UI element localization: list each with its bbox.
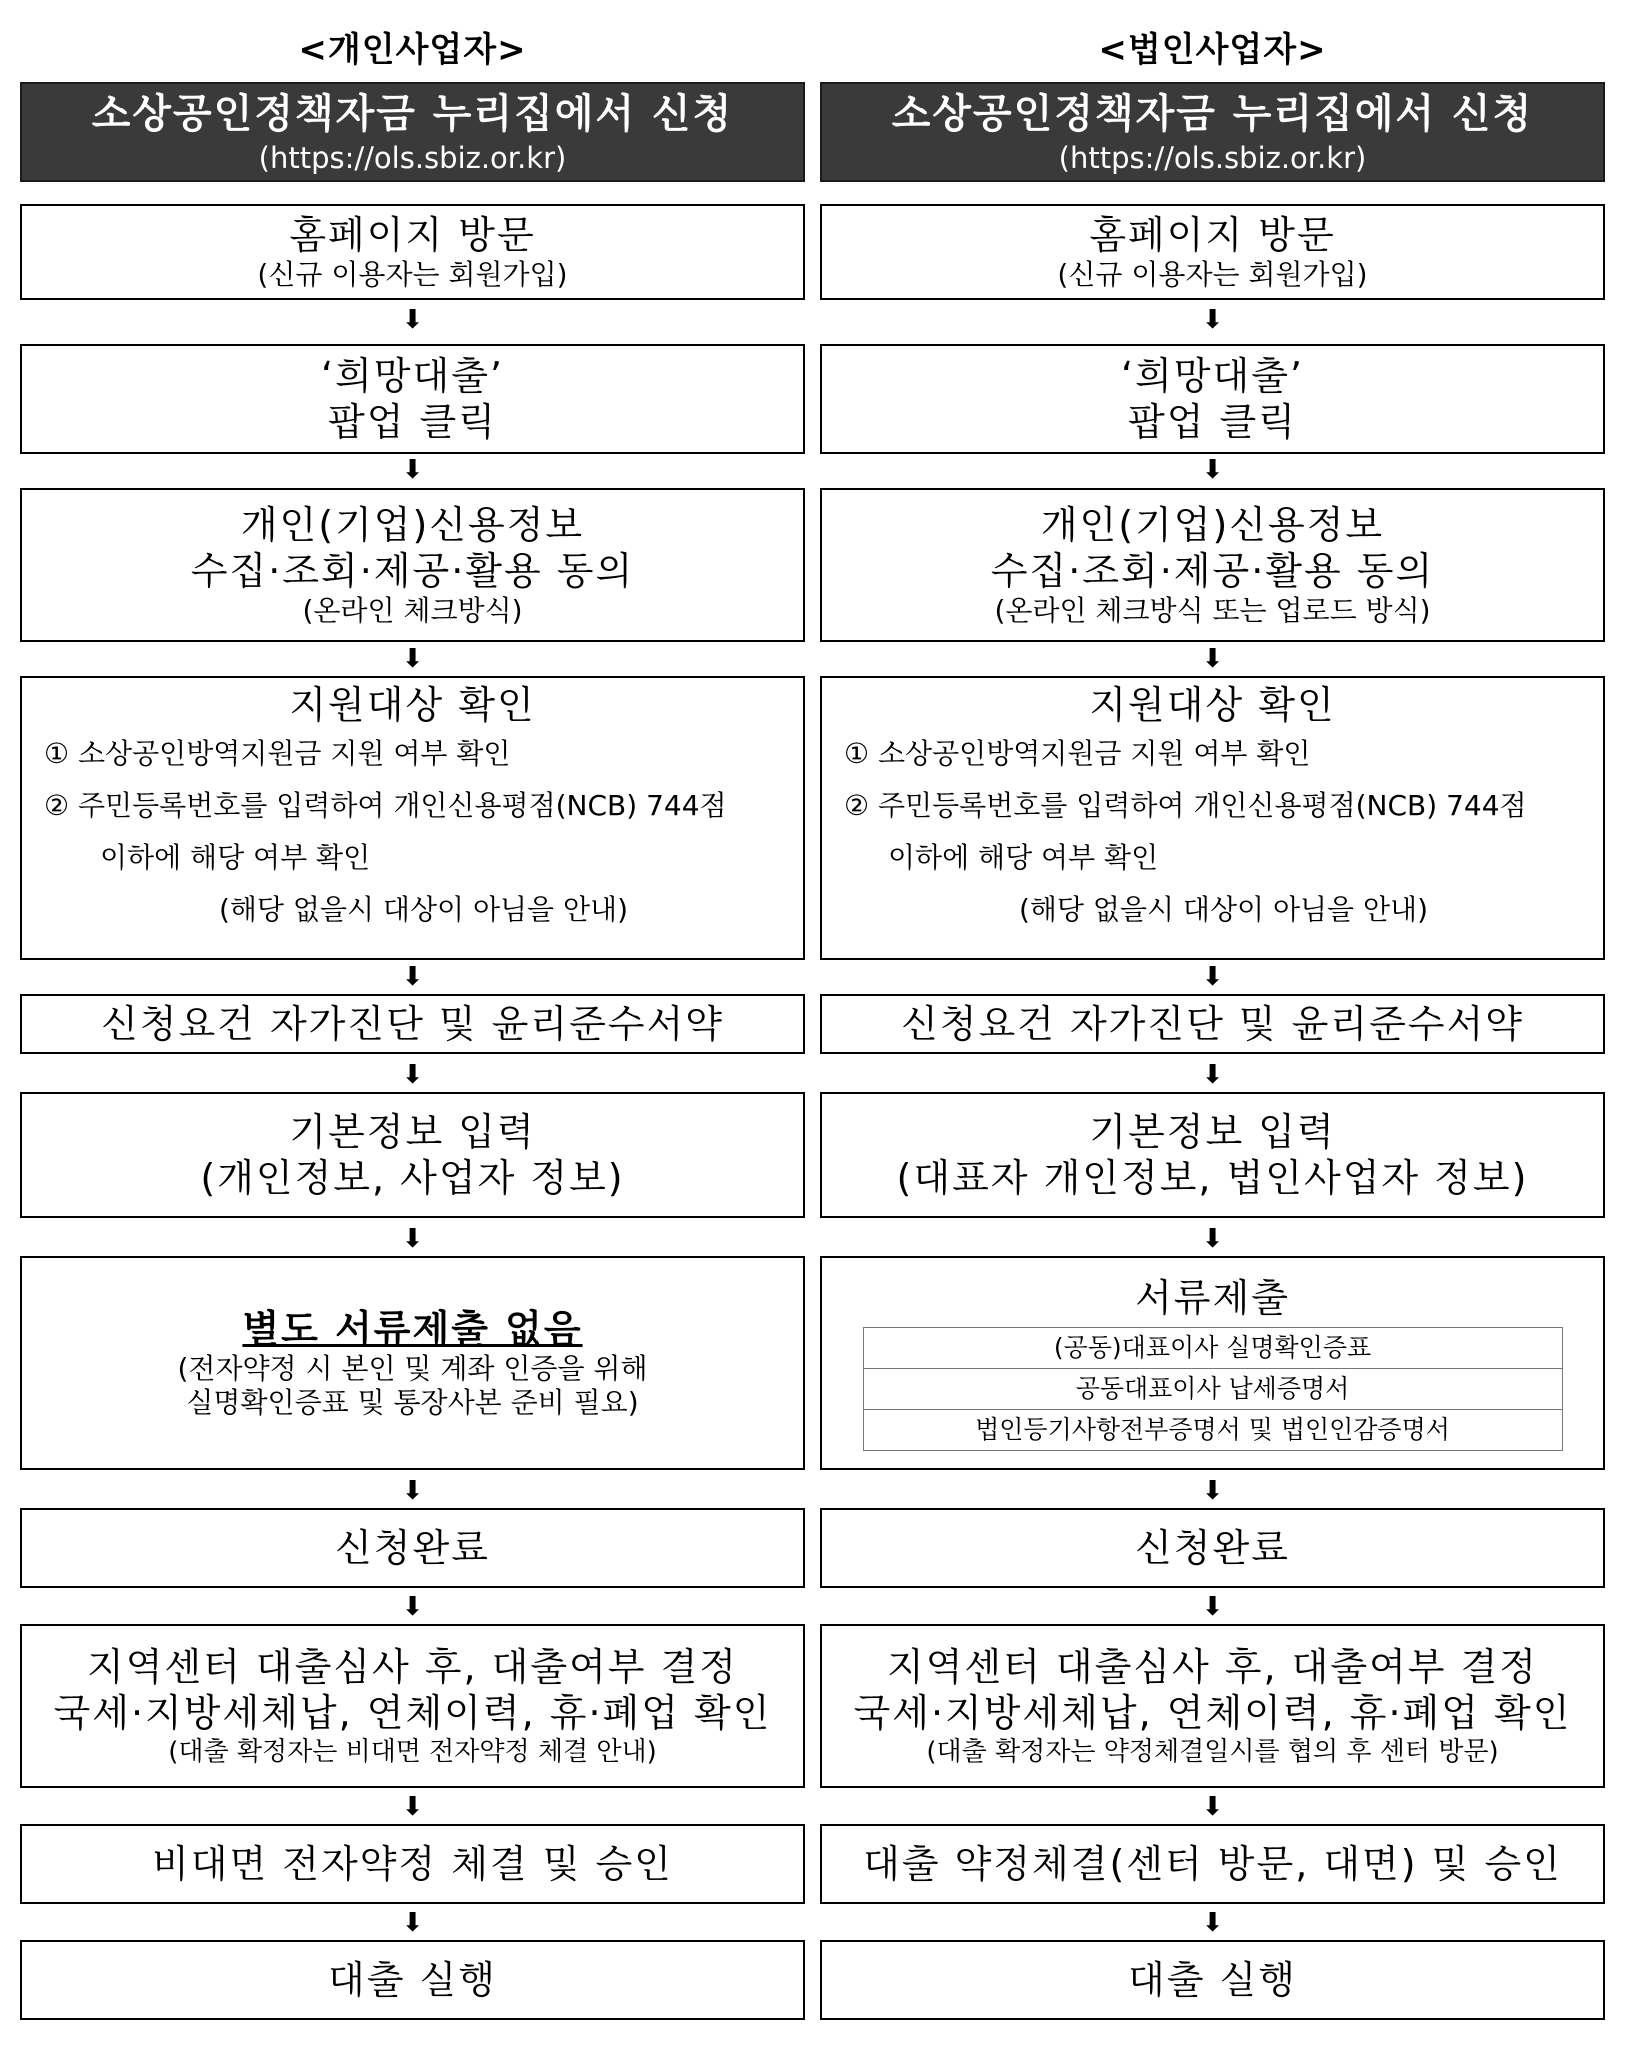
arrow-down-icon: ⬇ <box>401 1908 424 1938</box>
step-popup <box>820 344 1605 454</box>
arrow-down-icon: ⬇ <box>1201 1060 1224 1090</box>
step-documents <box>20 1256 805 1470</box>
step-documents-sub2: 실명확인증표 및 통장사본 준비 필요) <box>186 1386 639 1419</box>
step-review <box>20 1624 805 1788</box>
step-consent <box>20 488 805 642</box>
step-popup-line2: 팝업 클릭 <box>328 400 497 444</box>
step-complete <box>20 1508 805 1588</box>
step-basic-info <box>820 1092 1605 1218</box>
step-consent-line1: 개인(기업)신용정보 <box>240 503 585 547</box>
step-review-line1: 지역센터 대출심사 후, 대출여부 결정 <box>86 1645 739 1689</box>
step-visit <box>20 204 805 300</box>
step-review-sub: (대출 확정자는 비대면 전자약정 체결 안내) <box>168 1737 657 1767</box>
arrow-down-icon: ⬇ <box>401 644 424 674</box>
eligibility-list <box>22 728 803 936</box>
eligibility-item-2-cont: 이하에 해당 여부 확인 <box>100 841 371 874</box>
step-execute-label: 대출 실행 <box>328 1958 497 2002</box>
eligibility-item-2-cont: 이하에 해당 여부 확인 <box>888 841 1159 874</box>
step-review-line2: 국세·지방세체납, 연체이력, 휴·폐업 확인 <box>53 1691 772 1735</box>
step-eligibility-title: 지원대상 확인 <box>1089 683 1336 727</box>
step-consent-line1: 개인(기업)신용정보 <box>1040 503 1385 547</box>
step-contract-label: 대출 약정체결(센터 방문, 대면) 및 승인 <box>863 1842 1562 1886</box>
step-eligibility <box>820 676 1605 960</box>
arrow-down-icon: ⬇ <box>1201 305 1224 335</box>
step-contract-label: 비대면 전자약정 체결 및 승인 <box>152 1842 673 1886</box>
eligibility-list <box>822 728 1603 936</box>
document-row: (공동)대표이사 실명확인증표 <box>863 1328 1562 1369</box>
eligibility-item-2: ② 주민등록번호를 입력하여 개인신용평점(NCB) 744점 <box>844 789 1527 822</box>
eligibility-note: (해당 없을시 대상이 아님을 안내) <box>218 893 629 926</box>
step-basic-sub: (개인정보, 사업자 정보) <box>200 1156 625 1200</box>
arrow-down-icon: ⬇ <box>401 455 424 485</box>
step-documents-title: 별도 서류제출 없음 <box>242 1307 583 1351</box>
eligibility-item-2: ② 주민등록번호를 입력하여 개인신용평점(NCB) 744점 <box>44 789 727 822</box>
step-contract <box>20 1824 805 1904</box>
arrow-down-icon: ⬇ <box>1201 1792 1224 1822</box>
arrow-down-icon: ⬇ <box>1201 1224 1224 1254</box>
apply-header-title: 소상공인정책자금 누리집에서 신청 <box>891 91 1534 137</box>
step-selfcheck-label: 신청요건 자가진단 및 윤리준수서약 <box>901 1002 1524 1046</box>
arrow-down-icon: ⬇ <box>401 305 424 335</box>
step-contract <box>820 1824 1605 1904</box>
arrow-down-icon: ⬇ <box>1201 1908 1224 1938</box>
arrow-down-icon: ⬇ <box>401 962 424 992</box>
apply-header <box>820 82 1605 182</box>
step-review-sub: (대출 확정자는 약정체결일시를 협의 후 센터 방문) <box>926 1737 1499 1767</box>
step-consent-line2: 수집·조회·제공·활용 동의 <box>990 549 1435 593</box>
step-eligibility <box>20 676 805 960</box>
step-execute-label: 대출 실행 <box>1128 1958 1297 2002</box>
arrow-down-icon: ⬇ <box>401 1224 424 1254</box>
step-documents-title: 서류제출 <box>1135 1276 1290 1320</box>
step-complete <box>820 1508 1605 1588</box>
step-basic-title: 기본정보 입력 <box>289 1110 536 1154</box>
apply-header-title: 소상공인정책자금 누리집에서 신청 <box>91 91 734 137</box>
step-documents <box>820 1256 1605 1470</box>
document-row: 법인등기사항전부증명서 및 법인인감증명서 <box>863 1410 1562 1451</box>
step-visit-title: 홈페이지 방문 <box>289 213 536 257</box>
step-visit <box>820 204 1605 300</box>
eligibility-item-1: ① 소상공인방역지원금 지원 여부 확인 <box>44 737 511 770</box>
arrow-down-icon: ⬇ <box>401 1792 424 1822</box>
step-consent-sub: (온라인 체크방식) <box>302 594 523 627</box>
step-complete-label: 신청완료 <box>335 1526 490 1570</box>
step-consent-line2: 수집·조회·제공·활용 동의 <box>190 549 635 593</box>
arrow-down-icon: ⬇ <box>401 1592 424 1622</box>
column-title: <법인사업자> <box>1098 30 1327 70</box>
step-review-line2: 국세·지방세체납, 연체이력, 휴·폐업 확인 <box>853 1691 1572 1735</box>
step-basic-info <box>20 1092 805 1218</box>
step-basic-sub: (대표자 개인정보, 법인사업자 정보) <box>896 1156 1529 1200</box>
apply-header <box>20 82 805 182</box>
step-execute <box>20 1940 805 2020</box>
step-selfcheck-label: 신청요건 자가진단 및 윤리준수서약 <box>101 1002 724 1046</box>
arrow-down-icon: ⬇ <box>401 1476 424 1506</box>
column-title: <개인사업자> <box>298 30 527 70</box>
step-execute <box>820 1940 1605 2020</box>
step-consent-sub: (온라인 체크방식 또는 업로드 방식) <box>994 594 1431 627</box>
document-row: 공동대표이사 납세증명서 <box>863 1369 1562 1410</box>
arrow-down-icon: ⬇ <box>1201 962 1224 992</box>
eligibility-item-1: ① 소상공인방역지원금 지원 여부 확인 <box>844 737 1311 770</box>
arrow-down-icon: ⬇ <box>1201 1592 1224 1622</box>
step-visit-sub: (신규 이용자는 회원가입) <box>1057 258 1368 291</box>
step-popup <box>20 344 805 454</box>
step-documents-sub1: (전자약정 시 본인 및 계좌 인증을 위해 <box>177 1352 648 1385</box>
arrow-down-icon: ⬇ <box>1201 455 1224 485</box>
step-review <box>820 1624 1605 1788</box>
step-consent <box>820 488 1605 642</box>
step-basic-title: 기본정보 입력 <box>1089 1110 1336 1154</box>
step-visit-sub: (신규 이용자는 회원가입) <box>257 258 568 291</box>
eligibility-note: (해당 없을시 대상이 아님을 안내) <box>1018 893 1429 926</box>
step-complete-label: 신청완료 <box>1135 1526 1290 1570</box>
step-eligibility-title: 지원대상 확인 <box>289 683 536 727</box>
apply-header-url: (https://ols.sbiz.or.kr) <box>1058 141 1367 175</box>
documents-table <box>863 1327 1563 1451</box>
step-review-line1: 지역센터 대출심사 후, 대출여부 결정 <box>886 1645 1539 1689</box>
step-popup-line2: 팝업 클릭 <box>1128 400 1297 444</box>
step-selfcheck <box>820 994 1605 1054</box>
step-popup-line1: ‘희망대출’ <box>1121 354 1304 398</box>
arrow-down-icon: ⬇ <box>1201 1476 1224 1506</box>
step-visit-title: 홈페이지 방문 <box>1089 213 1336 257</box>
arrow-down-icon: ⬇ <box>1201 644 1224 674</box>
step-popup-line1: ‘희망대출’ <box>321 354 504 398</box>
apply-header-url: (https://ols.sbiz.or.kr) <box>258 141 567 175</box>
step-selfcheck <box>20 994 805 1054</box>
arrow-down-icon: ⬇ <box>401 1060 424 1090</box>
